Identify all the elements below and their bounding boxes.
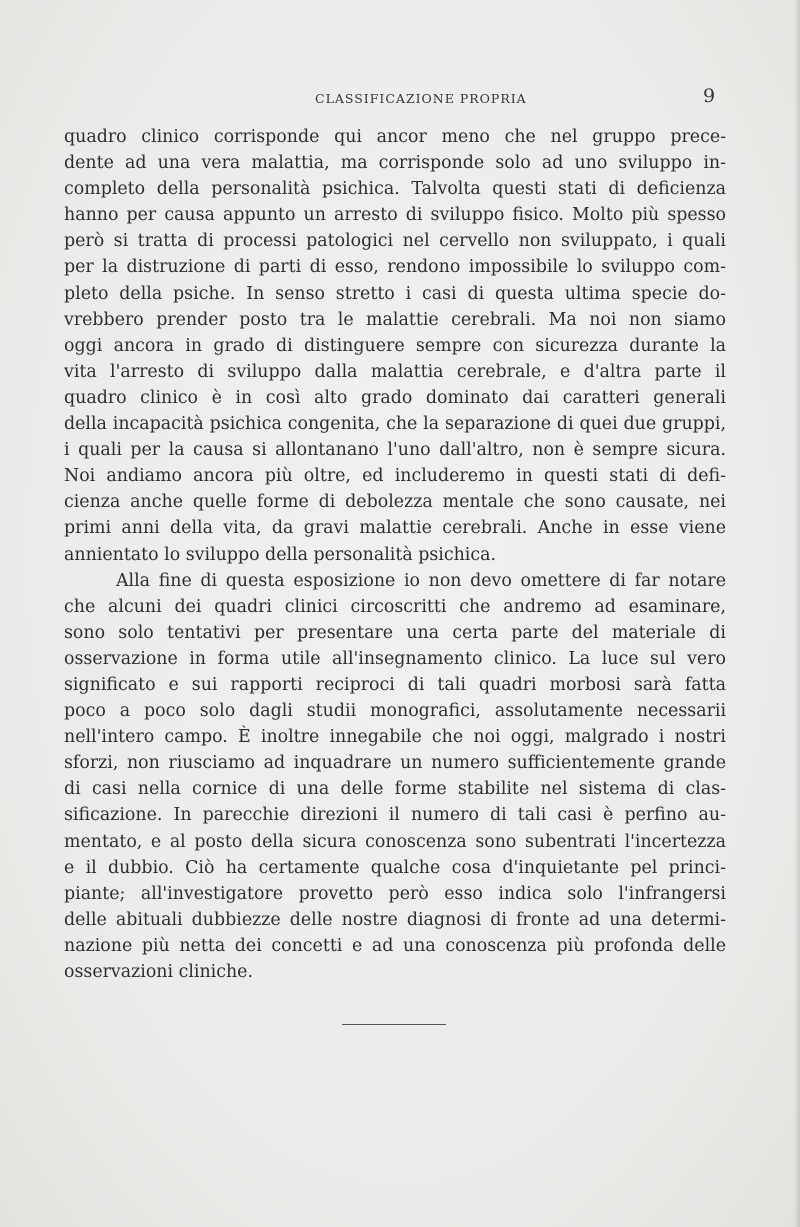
text-line: vrebbero prender posto tra le malattie cerebrali. Ma noi non siamo — [64, 309, 726, 330]
text-line: vita l'arresto di sviluppo dalla malattia cerebrale, e d'altra parte il — [64, 361, 726, 382]
paragraph-end-line: annientato lo sviluppo della personalità psichica. — [64, 544, 496, 565]
text-line: cienza anche quelle forme di debolezza mentale che sono causate, nei — [64, 492, 726, 513]
section-end-rule — [342, 1024, 446, 1025]
text-line: e il dubbio. Ciò ha certamente qualche cosa d'inquietante pel princi- — [64, 857, 726, 878]
text-line: della incapacità psichica congenita, che la separazione di quei due gruppi, — [64, 414, 726, 435]
paragraph-start-line: Alla fine di questa esposizione io non devo omettere di far notare — [116, 570, 726, 591]
running-head-title: CLASSIFICAZIONE PROPRIA — [315, 91, 527, 106]
text-line: quadro clinico corrisponde qui ancor meno che nel gruppo prece- — [64, 127, 726, 147]
body-text — [64, 124, 726, 985]
text-line: i quali per la causa si allontanano l'uno dall'altro, non è sempre sicura. — [64, 440, 726, 461]
text-line: osservazione in forma utile all'insegnamento clinico. La luce sul vero — [64, 648, 726, 669]
text-line: significato e sui rapporti reciproci di tali quadri morbosi sarà fatta — [64, 674, 726, 695]
text-line: che alcuni dei quadri clinici circoscritti che andremo ad esaminare, — [64, 596, 726, 617]
text-line: mentato, e al posto della sicura conoscenza sono subentrati l'incertezza — [64, 831, 726, 852]
text-line: piante; all'investigatore provetto però esso indica solo l'infrangersi — [64, 883, 726, 904]
page-edge-shadow — [794, 0, 800, 1227]
text-line: sforzi, non riusciamo ad inquadrare un numero sufficientemente grande — [64, 753, 726, 774]
text-line: pleto della psiche. In senso stretto i casi di questa ultima specie do- — [64, 283, 726, 304]
text-line: sificazione. In parecchie direzioni il numero di tali casi è perfino au- — [64, 805, 726, 826]
text-line: sono solo tentativi per presentare una certa parte del materiale di — [64, 622, 726, 643]
text-line: poco a poco solo dagli studii monografici, assolutamente necessarii — [64, 701, 726, 722]
paragraph-end-line: osservazioni cliniche. — [64, 962, 253, 982]
text-line: completo della personalità psichica. Talvolta questi stati di deficienza — [64, 179, 726, 200]
text-line: quadro clinico è in così alto grado dominato dai caratteri generali — [64, 387, 726, 408]
text-line: delle abituali dubbiezze delle nostre diagnosi di fronte ad una determi- — [64, 909, 726, 930]
text-line: per la distruzione di parti di esso, rendono impossibile lo sviluppo com- — [64, 257, 726, 278]
text-line: primi anni della vita, da gravi malattie cerebrali. Anche in esse viene — [64, 518, 726, 539]
text-line: dente ad una vera malattia, ma corrisponde solo ad uno sviluppo in- — [64, 153, 726, 174]
text-line: di casi nella cornice di una delle forme stabilite nel sistema di clas- — [64, 779, 726, 800]
text-line: oggi ancora in grado di distinguere sempre con sicurezza durante la — [64, 335, 726, 356]
page-number: 9 — [703, 85, 716, 107]
text-line: però si tratta di processi patologici nel cervello non sviluppato, i quali — [64, 231, 726, 252]
text-line: hanno per causa appunto un arresto di sviluppo fisico. Molto più spesso — [64, 205, 726, 226]
text-line: nell'intero campo. È inoltre innegabile che noi oggi, malgrado i nostri — [64, 727, 726, 748]
text-line: nazione più netta dei concetti e ad una conoscenza più profonda delle — [64, 935, 726, 956]
text-line: Noi andiamo ancora più oltre, ed includeremo in questi stati di defi- — [64, 466, 726, 487]
